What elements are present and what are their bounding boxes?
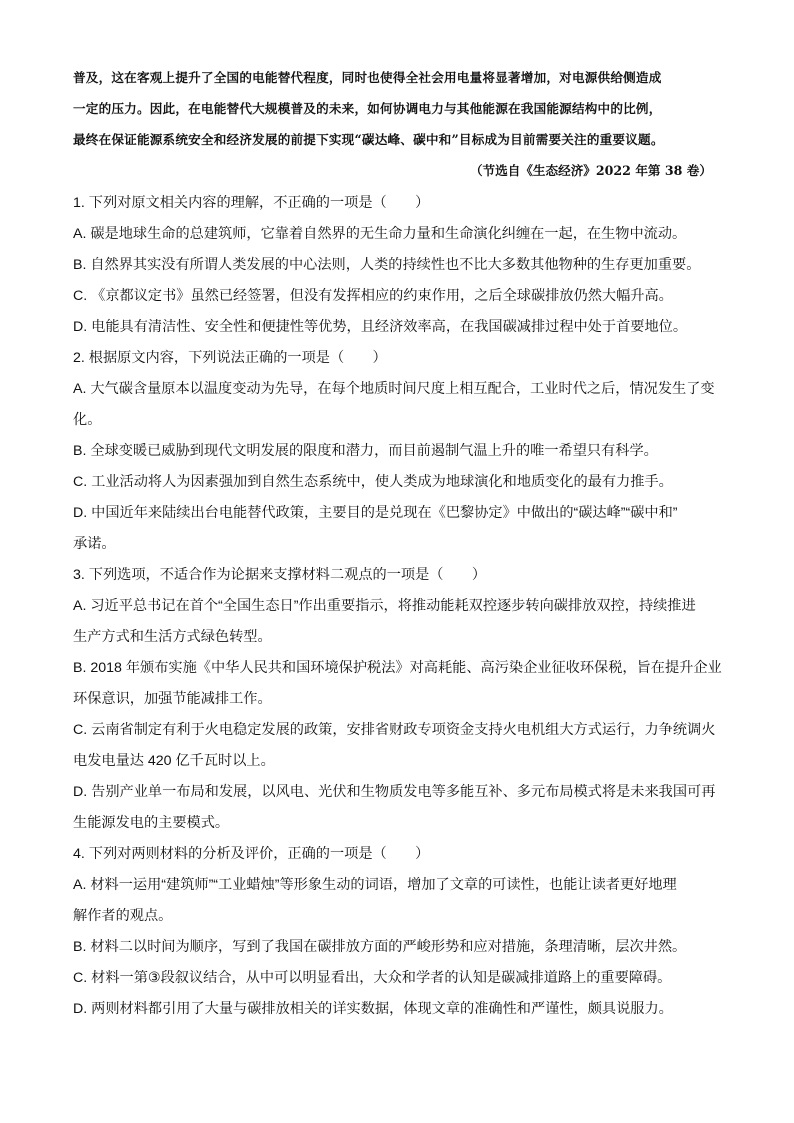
intro-paragraph <box>73 62 733 155</box>
intro-line: 一定的压力。因此，在电能替代大规模普及的未来，如何协调电力与其他能源在我国能源结构中的比例， <box>73 101 662 116</box>
question-1-stem: 1. 下列对原文相关内容的理解，不正确的一项是（ ） <box>73 195 430 211</box>
question-4-option-a-cont: 解作者的观点。 <box>73 908 173 924</box>
question-2-option-c: C. 工业活动将人为因素强加到自然生态系统中，使人类成为地球演化和地质变化的最有力推手。 <box>73 474 673 490</box>
intro-line: 最终在保证能源系统安全和经济发展的前提下实现“碳达峰、碳中和”目标成为目前需要关注的重要议题。 <box>73 132 664 147</box>
question-4-option-d: D. 两则材料都引用了大量与碳排放相关的详实数据，体现文章的准确性和严谨性，颇具说服力。 <box>73 1001 673 1017</box>
question-1-option-a: A. 碳是地球生命的总建筑师，它靠着自然界的无生命力量和生命演化纠缠在一起，在生物中流动。 <box>73 226 687 242</box>
intro-line: 普及，这在客观上提升了全国的电能替代程度，同时也使得全社会用电量将显著增加，对电源供给侧造成 <box>73 70 662 85</box>
question-2-option-a-cont: 化。 <box>73 412 102 428</box>
question-1-option-c: C. 《京都议定书》虽然已经签署，但没有发挥相应的约束作用，之后全球碳排放仍然大幅升高。 <box>73 288 673 304</box>
question-2-stem: 2. 根据原文内容，下列说法正确的一项是（ ） <box>73 350 387 366</box>
question-3-option-d: D. 告别产业单一布局和发展，以风电、光伏和生物质发电等多能互补、多元布局模式将是未来我国可再 <box>73 784 716 800</box>
question-list <box>73 188 733 1025</box>
question-4-option-a: A. 材料一运用“建筑师”“工业蜡烛”等形象生动的词语，增加了文章的可读性，也能让读者更好地理 <box>73 877 677 893</box>
question-2-option-a: A. 大气碳含量原本以温度变动为先导，在每个地质时间尺度上相互配合，工业时代之后，情况发生了变 <box>73 381 715 397</box>
question-3-option-c-cont: 电发电量达 420 亿千瓦时以上。 <box>73 753 275 769</box>
question-3-option-a: A. 习近平总书记在首个“全国生态日”作出重要指示，将推动能耗双控逐步转向碳排放双控，持续推进 <box>73 598 696 614</box>
source-citation: （节选自《生态经济》2022 年第 38 卷） <box>469 163 712 178</box>
question-1-option-d: D. 电能具有清洁性、安全性和便捷性等优势，且经济效率高，在我国碳减排过程中处于首要地位。 <box>73 319 688 335</box>
question-2-option-d: D. 中国近年来陆续出台电能替代政策，主要目的是兑现在《巴黎协定》中做出的“碳达峰”“碳中和” <box>73 505 678 521</box>
question-3-option-b-cont: 环保意识，加强节能减排工作。 <box>73 691 272 707</box>
question-1-option-b: B. 自然界其实没有所谓人类发展的中心法则，人类的持续性也不比大多数其他物种的生存更加重要。 <box>73 257 701 273</box>
question-2-option-b: B. 全球变暖已威胁到现代文明发展的限度和潜力，而目前遏制气温上升的唯一希望只有科学。 <box>73 443 658 459</box>
question-4-stem: 4. 下列对两则材料的分析及评价，正确的一项是（ ） <box>73 846 430 862</box>
question-3-option-c: C. 云南省制定有利于火电稳定发展的政策，安排省财政专项资金支持火电机组大方式运行，力争统调火 <box>73 722 716 738</box>
question-4-option-b: B. 材料二以时间为顺序，写到了我国在碳排放方面的严峻形势和应对措施，条理清晰，层次井然。 <box>73 939 687 955</box>
question-4-option-c: C. 材料一第③段叙议结合，从中可以明显看出，大众和学者的认知是碳减排道路上的重要障碍。 <box>73 970 672 986</box>
question-3-option-b: B. 2018 年颁布实施《中华人民共和国环境保护税法》对高耗能、高污染企业征收环保税，旨在提升企业 <box>73 660 722 676</box>
question-3-option-a-cont: 生产方式和生活方式绿色转型。 <box>73 629 272 645</box>
question-2-option-d-cont: 承诺。 <box>73 536 116 552</box>
question-3-option-d-cont: 生能源发电的主要模式。 <box>73 815 230 831</box>
question-3-stem: 3. 下列选项，不适合作为论据来支撑材料二观点的一项是（ ） <box>73 567 487 583</box>
